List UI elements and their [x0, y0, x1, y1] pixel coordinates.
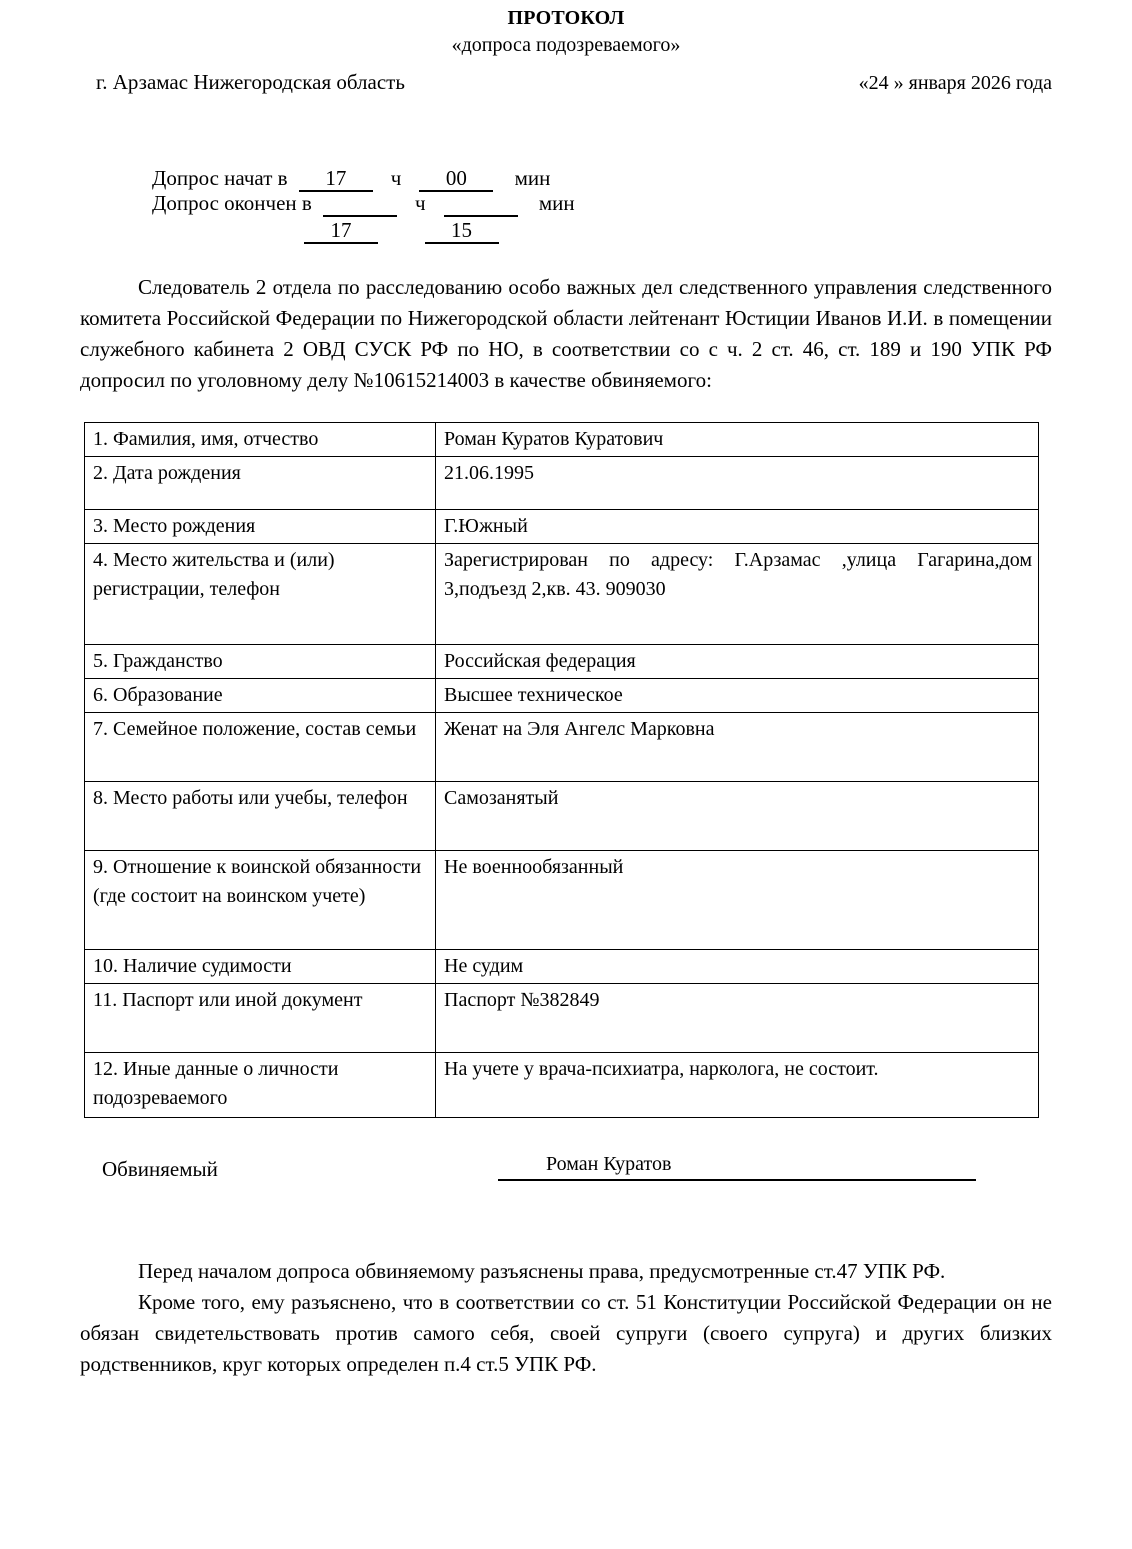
hours-unit-label-start: ч — [390, 166, 402, 190]
table-row — [85, 679, 1039, 713]
start-minutes-field[interactable]: 00 — [419, 167, 493, 192]
row-label: 9. Отношение к воинской обязанности (где состоит на воинском учете) — [85, 851, 436, 950]
end-hours-placeholder — [323, 192, 397, 217]
row-label: 7. Семейное положение, состав семьи — [85, 713, 436, 782]
document-page — [0, 6, 1132, 1549]
row-label: 2. Дата рождения — [85, 457, 436, 510]
row-label: 6. Образование — [85, 679, 436, 713]
signature-block — [80, 1148, 1052, 1214]
table-row — [85, 544, 1039, 645]
document-date: «24 » января 2026 года — [858, 72, 1052, 94]
introduction-paragraph: Следователь 2 отдела по расследованию особо важных дел следственного управления следственного комитета Российской Федерации по Нижегородской области лейтенант Юстиции Иванов И.И. в помещении служебного кабинета 2 ОВД СУСК РФ по НО, в соответствии со с ч. 2 ст. 46, ст. 189 и 190 УПК РФ допросил по уголовному делу №10615214003 в качестве обвиняемого: — [80, 275, 1052, 392]
row-value[interactable]: Паспорт №382849 — [436, 984, 1039, 1053]
interrogation-end-values-line — [298, 218, 505, 244]
signature-field[interactable] — [498, 1152, 976, 1181]
row-value[interactable]: Г.Южный — [436, 510, 1039, 544]
row-label: 3. Место рождения — [85, 510, 436, 544]
row-label: 8. Место работы или учебы, телефон — [85, 782, 436, 851]
signature-rule — [498, 1179, 976, 1181]
document-subtitle: «допроса подозреваемого» — [451, 34, 681, 56]
table-row — [85, 1053, 1039, 1118]
table-row — [85, 950, 1039, 984]
row-value[interactable]: Женат на Эля Ангелс Марковна — [436, 713, 1039, 782]
rights-paragraph-2: Кроме того, ему разъяснено, что в соответствии со ст. 51 Конституции Российской Федерации он не обязан свидетельствовать против самого себя, своей супруги (своего супруга) и других близких родственников, круг которых определен п.4 ст.5 УПК РФ. — [80, 1290, 1052, 1376]
table-row — [85, 423, 1039, 457]
row-label: 4. Место жительства и (или) регистрации, телефон — [85, 544, 436, 645]
row-value[interactable]: Самозанятый — [436, 782, 1039, 851]
table-row — [85, 713, 1039, 782]
row-value[interactable]: Роман Куратов Куратович — [436, 423, 1039, 457]
row-label: 1. Фамилия, имя, отчество — [85, 423, 436, 457]
table-row — [85, 645, 1039, 679]
interrogation-time-block — [80, 166, 1052, 244]
row-label: 11. Паспорт или иной документ — [85, 984, 436, 1053]
table-row — [85, 851, 1039, 950]
row-label: 5. Гражданство — [85, 645, 436, 679]
start-hours-field[interactable]: 17 — [299, 167, 373, 192]
signature-name: Роман Куратов — [546, 1153, 672, 1175]
rights-paragraph-1: Перед началом допроса обвиняемому разъяснены права, предусмотренные ст.47 УПК РФ. — [138, 1259, 946, 1283]
interrogation-end-line — [152, 191, 575, 217]
row-value[interactable]: Высшее техническое — [436, 679, 1039, 713]
end-minutes-field[interactable]: 15 — [425, 219, 499, 244]
document-title: ПРОТОКОЛ — [507, 7, 625, 29]
minutes-unit-label-end: мин — [538, 191, 575, 215]
hours-unit-label-end: ч — [415, 191, 426, 215]
end-hours-field[interactable]: 17 — [304, 219, 378, 244]
minutes-unit-label-start: мин — [514, 166, 551, 190]
interrogation-end-label: Допрос окончен в — [152, 191, 312, 215]
end-minutes-placeholder — [444, 192, 518, 217]
row-value[interactable]: На учете у врача-психиатра, нарколога, не состоит. — [436, 1053, 1039, 1118]
place-and-date-row — [80, 68, 1052, 128]
suspect-information-table — [84, 422, 1039, 1118]
table-row — [85, 984, 1039, 1053]
row-value[interactable]: 21.06.1995 — [436, 457, 1039, 510]
rights-explanation-block — [80, 1256, 1052, 1380]
row-label: 12. Иные данные о личности подозреваемого — [85, 1053, 436, 1118]
table-row — [85, 510, 1039, 544]
row-value[interactable]: Не судим — [436, 950, 1039, 984]
interrogation-start-line — [152, 166, 550, 192]
row-label: 10. Наличие судимости — [85, 950, 436, 984]
interrogation-start-label: Допрос начат в — [152, 166, 288, 190]
signature-role-label: Обвиняемый — [102, 1157, 218, 1181]
place-of-interrogation: г. Арзамас Нижегородская область — [96, 70, 405, 94]
table-row — [85, 457, 1039, 510]
row-value[interactable]: Не военнообязанный — [436, 851, 1039, 950]
table-row — [85, 782, 1039, 851]
row-value[interactable]: Российская федерация — [436, 645, 1039, 679]
row-value[interactable]: Зарегистрирован по адресу: Г.Арзамас ,улица Гагарина,дом 3,подъезд 2,кв. 43. 909030 — [436, 544, 1039, 645]
table-body — [85, 423, 1039, 1118]
